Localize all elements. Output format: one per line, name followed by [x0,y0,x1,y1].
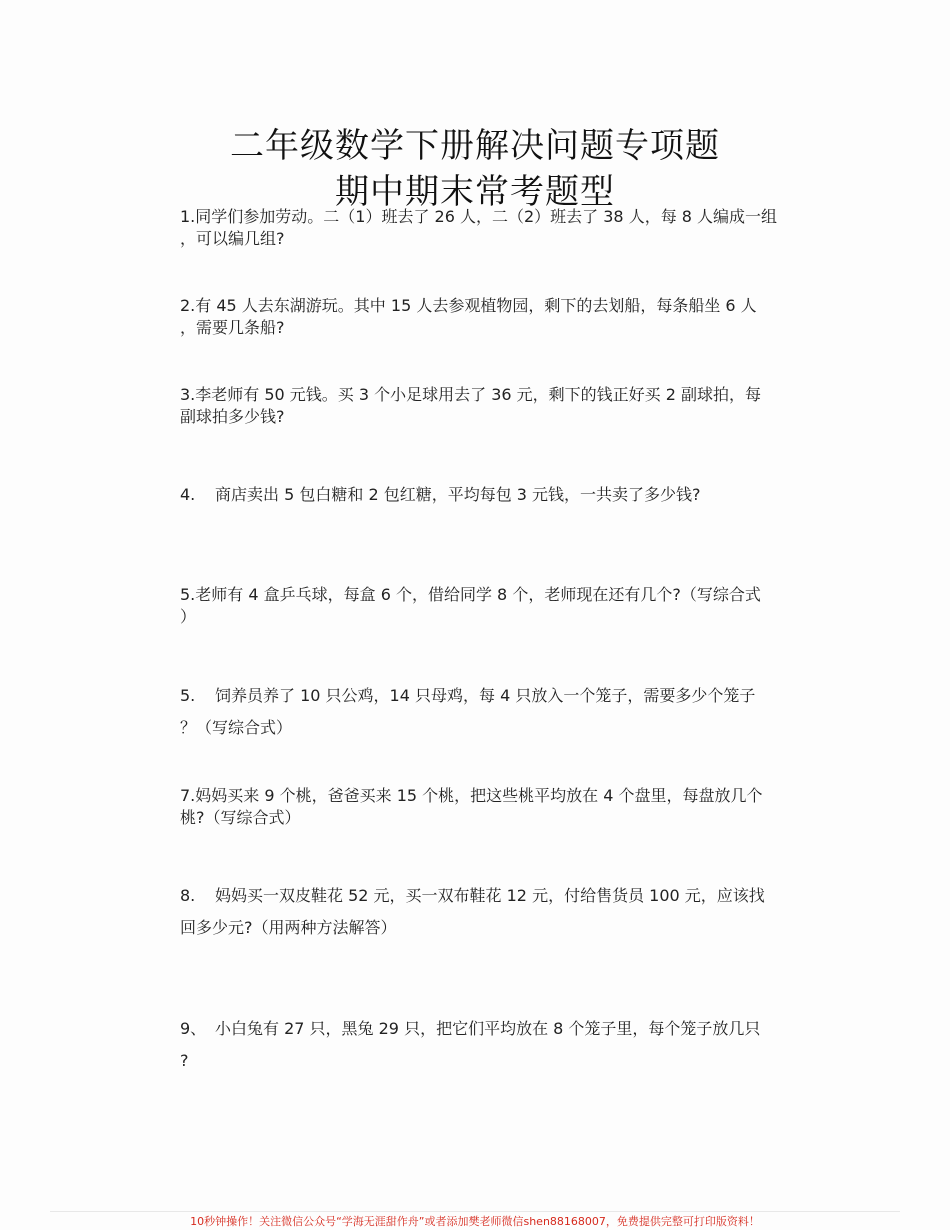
question-text-continued: 桃?（写综合式） [180,808,301,827]
question-2 [180,295,775,339]
question-number: 3. [180,385,196,404]
question-3 [180,384,775,428]
question-1 [180,206,778,250]
question-text-continued: ，可以编几组? [180,229,285,248]
footer-divider [50,1211,900,1212]
question-line [180,206,778,228]
question-text-continued: ? [180,1051,189,1070]
question-5 [180,584,775,628]
question-number: 9、 [180,1019,207,1038]
question-text: 小白兔有 27 只，黑兔 29 只，把它们平均放在 8 个笼子里，每个笼子放几只 [215,1019,761,1038]
question-number: 5. [180,585,196,604]
footer-promo-text: 10秒钟操作！关注微信公众号“学海无涯甜作舟”或者添加樊老师微信shen88168007，免费提供完整可打印版资料！ [190,1215,760,1228]
question-text: 李老师有 50 元钱。买 3 个小足球用去了 36 元，剩下的钱正好买 2 副球拍，每 [195,385,762,404]
page-title: 二年级数学下册解决问题专项题 [230,126,720,166]
question-text: 饲养员养了 10 只公鸡，14 只母鸡，每 4 只放入一个笼子，需要多少个笼子 [215,686,756,705]
question-number: 5. [180,686,196,705]
question-4 [180,484,775,506]
question-text-continued: ） [180,607,197,626]
question-number: 8. [180,886,196,905]
question-9 [180,1013,775,1077]
question-text-continued: ？（写综合式） [180,718,293,737]
question-text: 商店卖出 5 包白糖和 2 包红糖，平均每包 3 元钱，一共卖了多少钱? [215,485,701,504]
question-text: 老师有 4 盒乒乓球，每盒 6 个，借给同学 8 个，老师现在还有几个?（写综合式 [195,585,761,604]
question-line [180,584,775,606]
question-number: 1. [180,207,196,226]
question-text-continued: 回多少元?（用两种方法解答） [180,918,397,937]
question-line [180,785,775,807]
question-number: 2. [180,296,196,315]
question-7 [180,785,775,829]
question-line [180,880,775,912]
question-text-continued: 副球拍多少钱? [180,407,285,426]
question-line [180,384,775,406]
page-subtitle: 期中期末常考题型 [335,172,615,212]
question-8 [180,880,775,944]
question-6 [180,680,775,744]
question-text: 同学们参加劳动。二（1）班去了 26 人，二（2）班去了 38 人，每 8 人编成一组 [195,207,778,226]
question-line [180,484,775,506]
question-line [180,1013,775,1045]
question-text-continued: ，需要几条船? [180,318,285,337]
question-number: 4. [180,485,196,504]
question-text: 妈妈买一双皮鞋花 52 元，买一双布鞋花 12 元，付给售货员 100 元，应该找 [215,886,765,905]
question-text: 有 45 人去东湖游玩。其中 15 人去参观植物园，剩下的去划船，每条船坐 6 人 [195,296,757,315]
question-line [180,680,775,712]
question-line [180,295,775,317]
question-number: 7. [180,786,196,805]
question-text: 妈妈买来 9 个桃，爸爸买来 15 个桃，把这些桃平均放在 4 个盘里，每盘放几个 [195,786,763,805]
